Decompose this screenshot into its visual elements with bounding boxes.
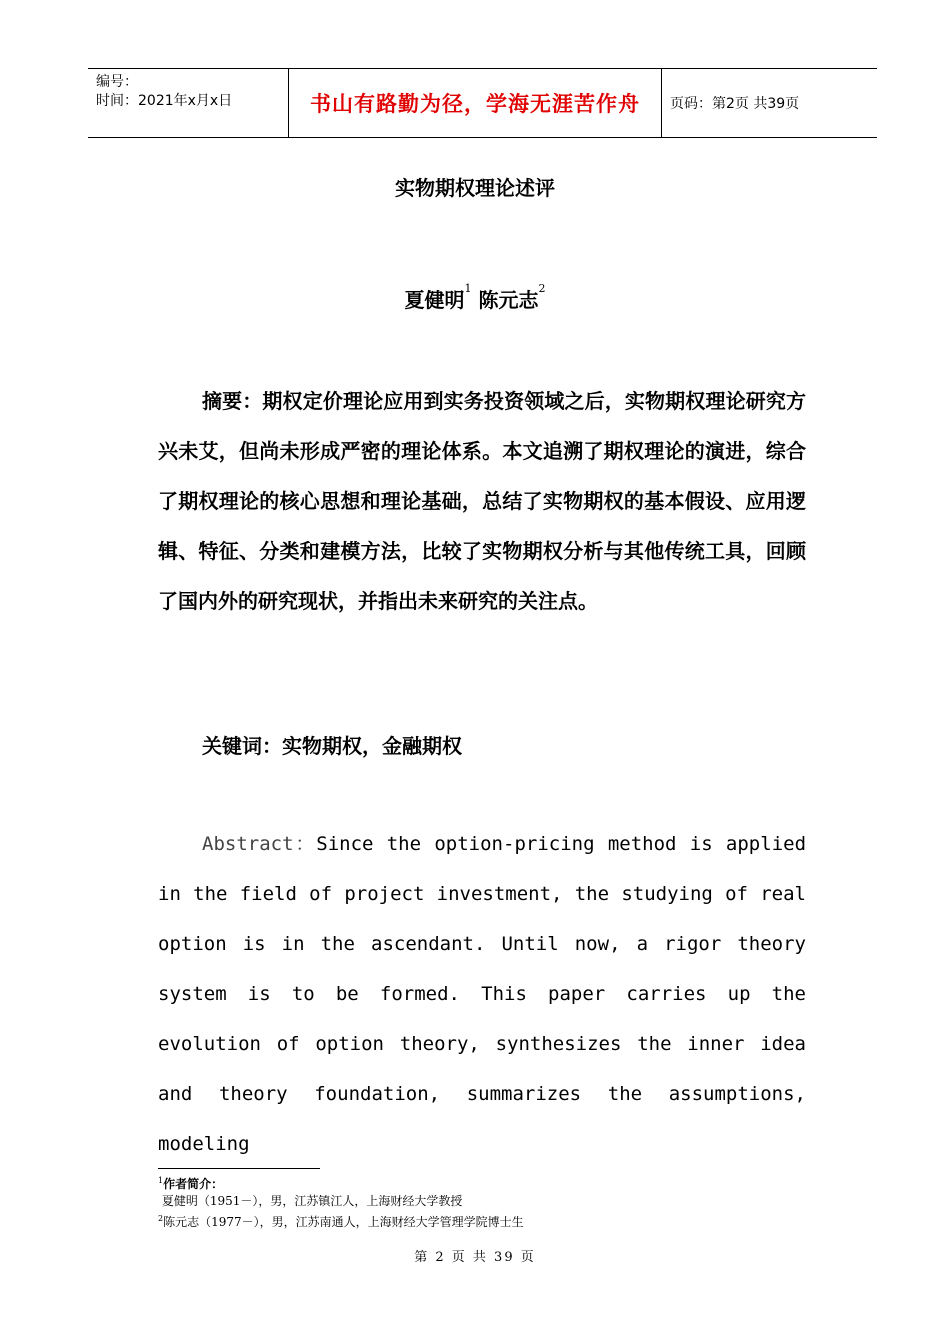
header-meta [88,69,288,137]
time-label: 时间：2021年x月x日 [96,93,233,109]
header-motto-cell [288,69,662,137]
footnote-head-label: 作者简介： [163,1177,224,1191]
abstract-chinese: 摘要：期权定价理论应用到实务投资领域之后，实物期权理论研究方兴未艾，但尚未形成严密的理论体系。本文追溯了期权理论的演进，综合了期权理论的核心思想和理论基础，总结了实物期权的基本假设、应用逻辑、特征、分类和建模方法，比较了实物期权分析与其他传统工具，回顾了国内外的研究现状，并指出未来研究的关注点。 [158,389,806,613]
author-2: 陈元志 [478,288,539,312]
abstract-text: Since the option-pricing method is applied in the field of project investment, the studying of real option is in the ascendant. Until now, a rigor theory system is to be formed. This paper carries up the evolution of option theory, synthesizes the inner idea and theory foundation, summarizes the assumptions, modeling [158,833,807,1155]
author-1: 夏健明 [404,288,465,312]
footnote-heading [158,1172,524,1193]
footnote-1 [158,1193,524,1210]
page-label: 页码：第2页 共39页 [670,96,800,112]
footnote-divider [158,1168,320,1169]
keywords: 关键词：实物期权，金融期权 [202,734,462,758]
footnote-2 [158,1210,524,1231]
header-page-cell [662,69,877,137]
footnotes [158,1172,524,1231]
header-table [88,68,877,138]
page-title: 实物期权理论述评 [395,176,555,200]
author-2-mark: 2 [538,282,546,295]
number-label: 编号： [96,74,138,90]
abstract-english [158,819,806,1169]
author-1-mark: 1 [464,282,472,295]
authors-line [0,284,950,313]
footnote-2-mark: 2 [158,1214,164,1223]
footnote-2-text: 陈元志（1977－），男，江苏南通人，上海财经大学管理学院博士生 [163,1215,524,1229]
abstract-label: Abstract： [202,833,317,855]
motto-text: 书山有路勤为径，学海无涯苦作舟 [310,92,640,116]
footnote-1-text: 夏健明（1951－），男，江苏镇江人，上海财经大学教授 [161,1194,463,1208]
footnote-1-mark: 1 [158,1176,164,1185]
page-number: 第 2 页 共 39 页 [414,1250,536,1265]
